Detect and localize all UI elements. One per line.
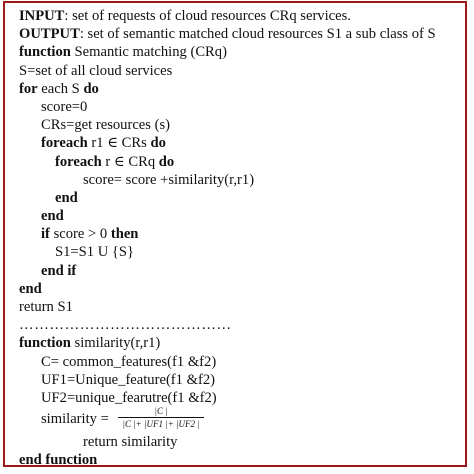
end-if-line: end if [41,262,77,279]
foreach-r1-line [19,134,436,152]
input-line [19,7,436,25]
foreach-r-text: r ∈ CRq [101,153,159,170]
return-value: S1 [53,299,73,315]
algorithm-listing [19,7,436,470]
do-keyword: do [158,153,175,170]
crs-line: CRs=get resources (s) [41,117,171,134]
do-keyword: do [150,135,166,152]
then-keyword: then [110,226,139,243]
end-for-line: end [19,280,42,297]
for-keyword: for [19,80,38,97]
uf1-line: UF1=Unique_feature(f1 &f2) [41,371,215,388]
foreach-r1-text: r1 ∈ CRs [87,135,151,152]
score-update-line: score= score +similarity(r,r1) [83,171,255,188]
similarity-fraction [118,407,203,429]
foreach-keyword: foreach [55,153,102,170]
common-features-line: C= common_features(f1 &f2) [41,353,217,370]
similarity-formula-line [19,407,436,433]
return-similarity-line: return similarity [83,434,178,451]
for-each-line [19,80,436,98]
do-keyword: do [83,80,99,97]
function-signature: Semantic matching (CRq) [70,44,227,61]
if-condition: score > 0 [49,226,111,243]
function-similarity-line [19,334,436,352]
fraction-numerator: |C | [154,406,168,417]
end-function-line: end function [19,452,98,469]
separator-dots: …………………………………… [19,317,232,334]
similarity-label: similarity = [41,411,109,428]
s1-update-line: S1=S1 U {S} [55,244,135,261]
if-line [19,225,436,243]
function-semantic-matching-line [19,43,436,61]
algorithm-frame [3,1,467,467]
if-keyword: if [41,226,50,243]
uf2-line: UF2=unique_fearutre(f1 &f2) [41,389,217,406]
output-text: : set of semantic matched cloud resources S1 a sub class of S [79,26,436,43]
s-definition-line: S=set of all cloud services [19,62,173,79]
input-label: INPUT [19,8,65,24]
output-label: OUTPUT [19,26,80,43]
for-text: each S [37,80,84,97]
foreach-r-line [19,153,436,171]
end-outer-line: end [41,208,64,225]
score-init-line: score=0 [41,98,88,115]
fraction-denominator: |C |+ |UF1 |+ |UF2 | [118,417,203,429]
return-s1-line [19,298,436,316]
function-signature: similarity(r,r1) [70,335,161,352]
input-text: : set of requests of cloud resources CRq services. [64,8,351,24]
function-keyword: function [19,44,71,61]
return-keyword: return [19,299,54,315]
output-line [19,25,436,43]
function-keyword: function [19,335,71,352]
end-inner-line: end [55,189,78,206]
foreach-keyword: foreach [41,135,88,152]
